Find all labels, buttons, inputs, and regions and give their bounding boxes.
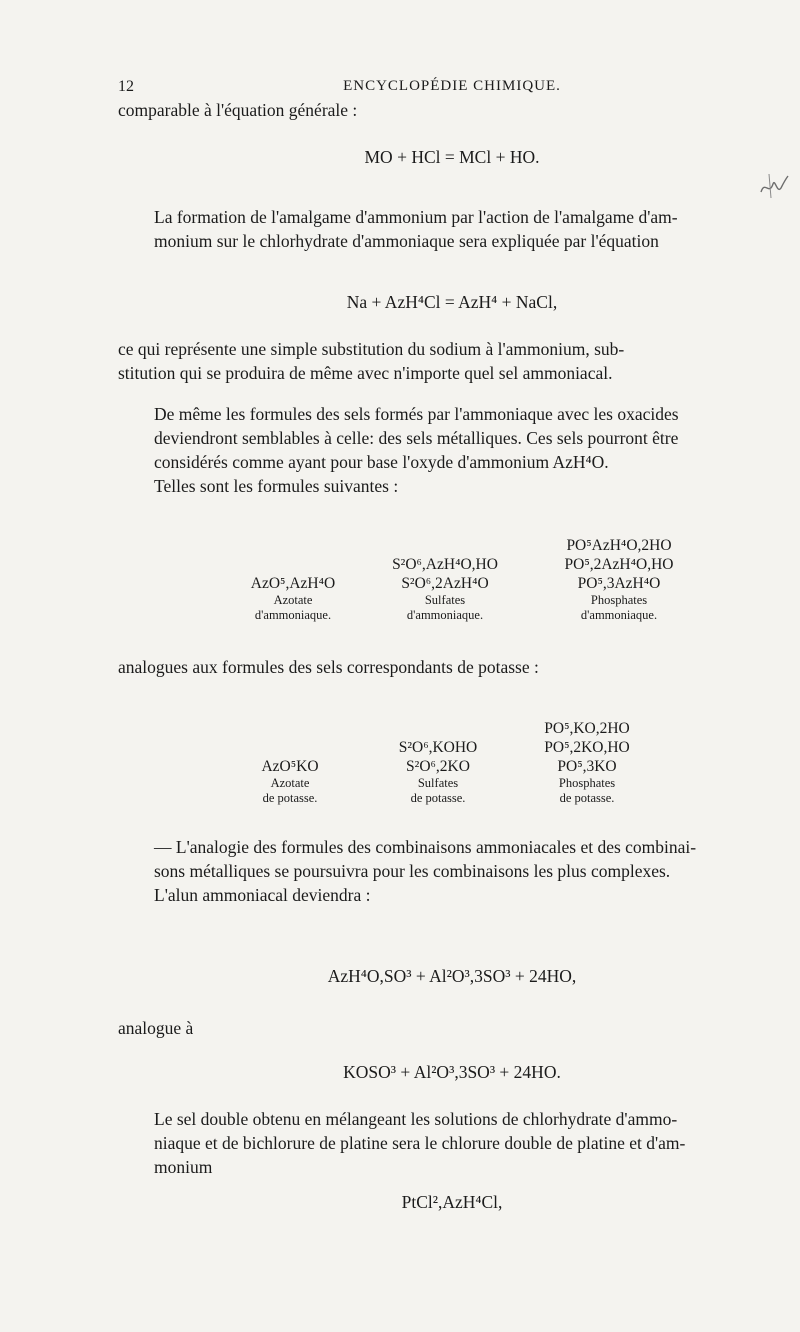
formula: PO⁵,2AzH⁴O,HO — [564, 556, 674, 573]
text-line: La formation de l'amalgame d'ammonium par l'action de l'amalgame d'am- — [154, 207, 678, 227]
paragraph-analogues: analogues aux formules des sels correspondants de potasse : — [118, 657, 539, 677]
equation-chlorure-double: PtCl²,AzH⁴Cl, — [401, 1192, 503, 1212]
azotate-ammoniaque-column — [228, 574, 358, 623]
formula: S²O⁶,AzH⁴O,HO — [392, 556, 498, 573]
formula: PO⁵,3KO — [557, 758, 617, 775]
formula: AzO⁵KO — [261, 758, 319, 775]
phosphates-ammoniaque-column — [534, 536, 704, 623]
handwritten-mark — [755, 170, 791, 202]
formula: S²O⁶,KOHO — [398, 739, 478, 756]
caption: d'ammoniaque. — [406, 608, 484, 622]
caption: Azotate — [273, 593, 313, 607]
paragraph-sel-double — [118, 1107, 786, 1179]
paragraph-substitution — [118, 337, 786, 385]
formula: PO⁵,KO,2HO — [544, 720, 630, 737]
sulfates-potasse-column — [368, 738, 508, 806]
text-line: considérés comme ayant pour base l'oxyde d'ammonium AzH⁴O. — [154, 452, 609, 472]
text-line: ce qui représente une simple substitution du sodium à l'ammonium, sub- — [118, 339, 625, 359]
text-line: monium — [154, 1157, 213, 1177]
text-line: — L'analogie des formules des combinaisons ammoniacales et des combinai- — [154, 837, 697, 857]
text-line: niaque et de bichlorure de platine sera le chlorure double de platine et d'am- — [154, 1133, 686, 1153]
caption: de potasse. — [410, 791, 466, 805]
paragraph-analogue: analogue à — [118, 1018, 194, 1038]
formula: PO⁵,3AzH⁴O — [577, 575, 661, 592]
formula: PO⁵,2KO,HO — [544, 739, 630, 756]
text-line: Telles sont les formules suivantes : — [154, 476, 399, 496]
caption: Sulfates — [417, 776, 459, 790]
text-line: stitution qui se produira de même avec n'importe quel sel ammoniacal. — [118, 363, 613, 383]
text-line: deviendront semblables à celle: des sels métalliques. Ces sels pourront être — [154, 428, 679, 448]
text-line: monium sur le chlorhydrate d'ammoniaque sera expliquée par l'équation — [154, 231, 659, 251]
equation-alun-ammoniacal: AzH⁴O,SO³ + Al²O³,3SO³ + 24HO, — [327, 966, 577, 986]
equation-general: MO + HCl = MCl + HO. — [364, 147, 540, 167]
caption: de potasse. — [559, 791, 615, 805]
caption: Azotate — [270, 776, 310, 790]
formula: S²O⁶,2AzH⁴O — [401, 575, 489, 592]
paragraph-amalgam — [118, 205, 786, 253]
caption: d'ammoniaque. — [254, 608, 332, 622]
formula: AzO⁵,AzH⁴O — [250, 575, 336, 592]
formula: S²O⁶,2KO — [406, 758, 470, 775]
caption: Phosphates — [558, 776, 616, 790]
text-line: L'alun ammoniacal deviendra : — [154, 885, 371, 905]
caption: Sulfates — [424, 593, 466, 607]
formula: PO⁵AzH⁴O,2HO — [566, 537, 672, 554]
caption: Phosphates — [590, 593, 648, 607]
sulfates-ammoniaque-column — [372, 555, 518, 623]
text-line: Le sel double obtenu en mélangeant les solutions de chlorhydrate d'ammo- — [154, 1109, 678, 1129]
page-number: 12 — [118, 78, 134, 95]
phosphates-potasse-column — [512, 719, 662, 806]
text-line: sons métalliques se poursuivra pour les combinaisons les plus complexes. — [154, 861, 671, 881]
running-title: ENCYCLOPÉDIE CHIMIQUE. — [343, 78, 561, 94]
page-header — [118, 78, 786, 98]
azotate-potasse-column — [230, 757, 350, 806]
paragraph-oxacides — [118, 402, 786, 498]
equation-amalgam: Na + AzH⁴Cl = AzH⁴ + NaCl, — [346, 292, 558, 312]
paragraph-analogie — [118, 835, 786, 907]
equation-alun-potasse: KOSO³ + Al²O³,3SO³ + 24HO. — [343, 1062, 561, 1082]
caption: de potasse. — [262, 791, 318, 805]
caption: d'ammoniaque. — [580, 608, 658, 622]
paragraph-intro: comparable à l'équation générale : — [118, 100, 358, 120]
text-line: De même les formules des sels formés par l'ammoniaque avec les oxacides — [154, 404, 679, 424]
